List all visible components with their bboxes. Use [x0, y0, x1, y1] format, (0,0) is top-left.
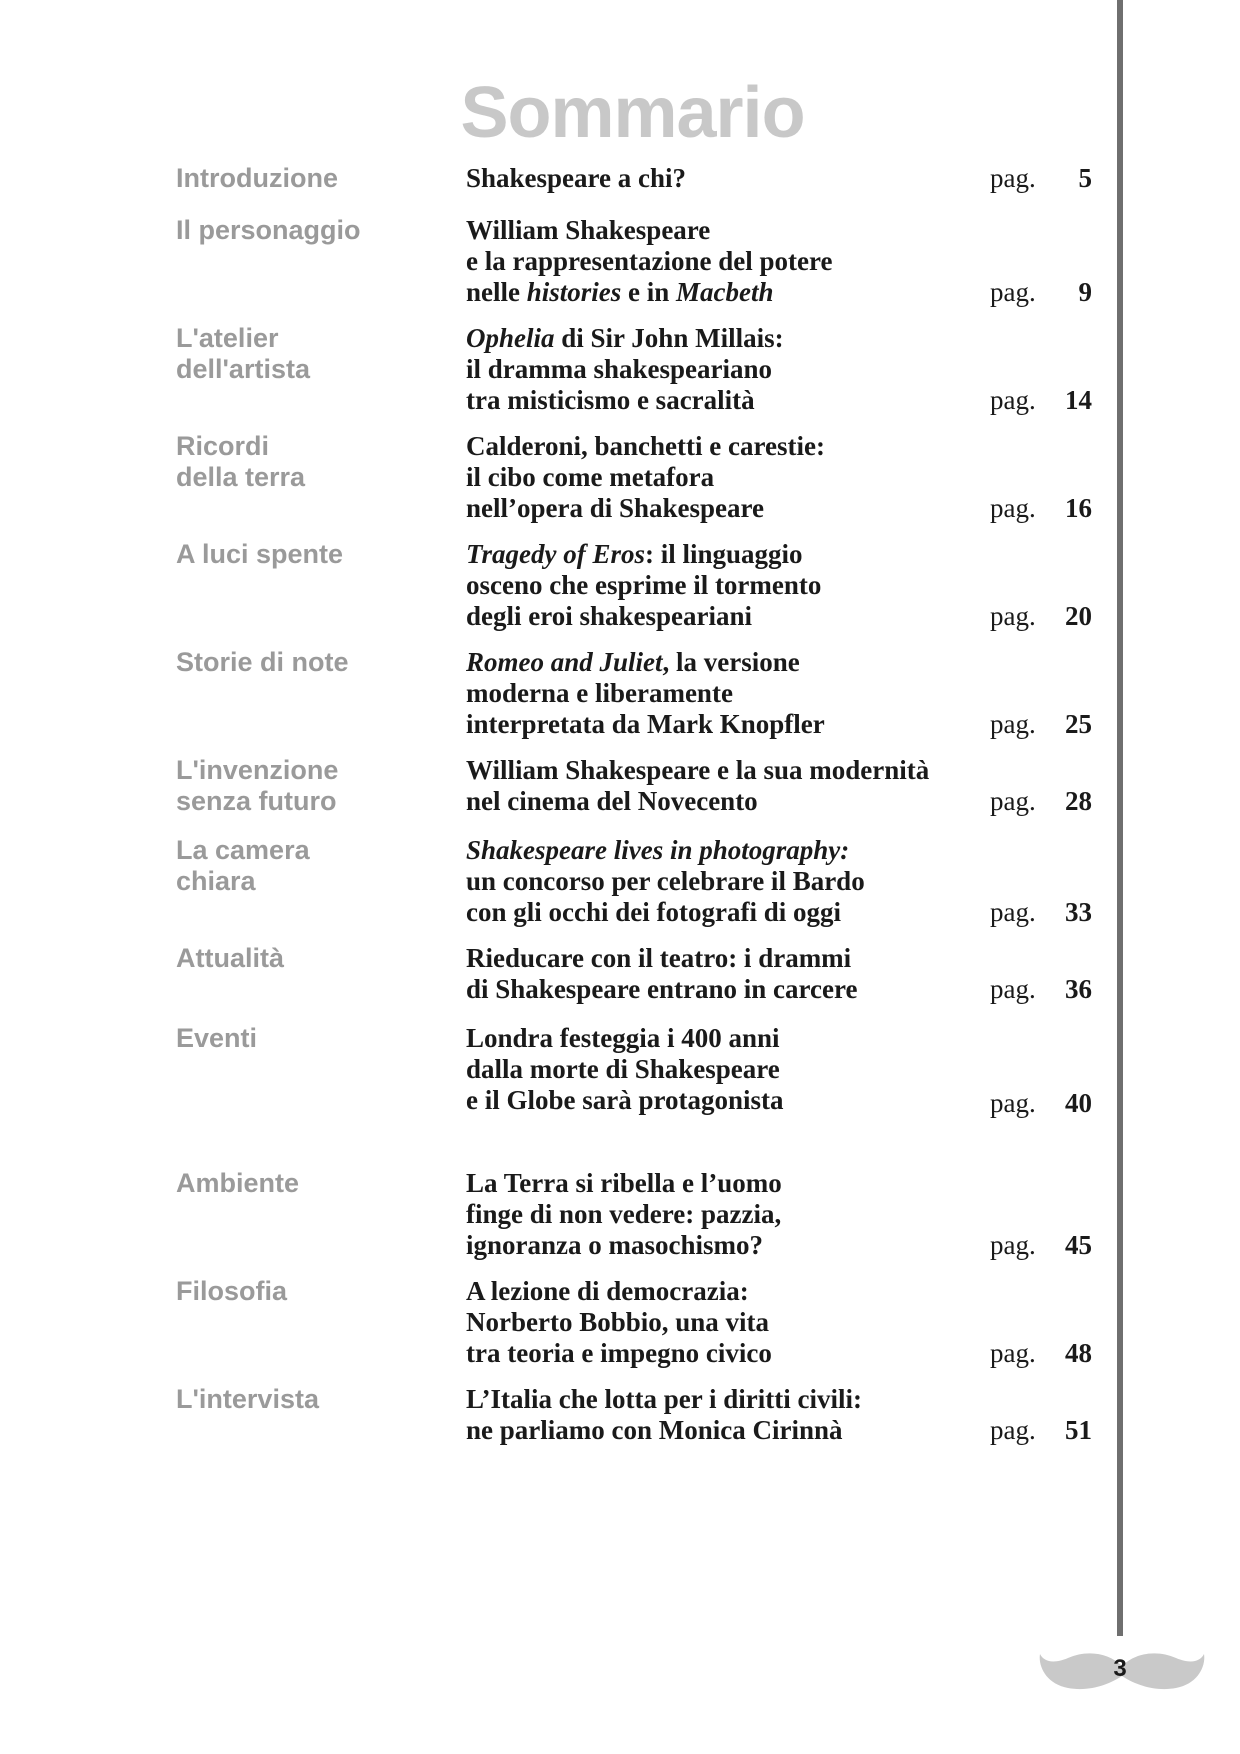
article-title-line [466, 678, 1006, 709]
section-name: La camera chiara [176, 835, 310, 896]
page-label: pag. [990, 974, 1036, 1004]
article-title [466, 1276, 1006, 1369]
article-title-line [466, 1054, 1006, 1085]
title-text: degli eroi shakespeariani [466, 601, 753, 631]
section-name: Filosofia [176, 1276, 288, 1306]
title-text: un concorso per celebrare il Bardo [466, 866, 865, 896]
article-title-line [466, 709, 1006, 740]
article-title-line [466, 1085, 1006, 1116]
section-name: Attualità [176, 943, 284, 973]
article-title-line [466, 385, 1006, 416]
title-text: William Shakespeare [466, 215, 711, 245]
article-title-line [466, 493, 1006, 524]
entry-page-number: 20 [1065, 601, 1092, 631]
section-name: Ambiente [176, 1168, 300, 1198]
article-title [466, 835, 1006, 928]
title-text: nel cinema del Novecento [466, 786, 758, 816]
article-title-line [466, 1307, 1006, 1338]
title-text: ne parliamo con Monica Cirinnà [466, 1415, 843, 1445]
article-title [466, 215, 1006, 308]
title-text: Rieducare con il teatro: i drammi [466, 943, 852, 973]
article-title-line [466, 1199, 1006, 1230]
title-text: interpretata da Mark Knopfler [466, 709, 825, 739]
article-title-line [466, 570, 1006, 601]
article-title-line [466, 866, 1006, 897]
page-label: pag. [990, 1088, 1036, 1118]
page-label: pag. [990, 1230, 1036, 1260]
italic-title-text: Romeo and Juliet [466, 647, 663, 677]
article-title-line [466, 1384, 1006, 1415]
page-label: pag. [990, 277, 1036, 307]
article-title [466, 431, 1006, 524]
toc-entry [0, 943, 1240, 1005]
section-name: L'intervista [176, 1384, 319, 1414]
toc-entry [0, 1384, 1240, 1446]
title-text: Norberto Bobbio, una vita [466, 1307, 770, 1337]
article-title-line [466, 323, 1006, 354]
toc-entry [0, 1168, 1240, 1261]
page-label: pag. [990, 897, 1036, 927]
italic-title-text: Macbeth [676, 277, 774, 307]
title-text: moderna e liberamente [466, 678, 733, 708]
title-text: il dramma shakespeariano [466, 354, 773, 384]
title-text: ignoranza o masochismo? [466, 1230, 763, 1260]
title-text: L’Italia che lotta per i diritti civili: [466, 1384, 862, 1414]
section-name: A luci spente [176, 539, 344, 569]
title-text: Londra festeggia i 400 anni [466, 1023, 780, 1053]
page-title: Sommario [460, 73, 805, 153]
section-name: Ricordi della terra [176, 431, 306, 492]
title-text: dalla morte di Shakespeare [466, 1054, 780, 1084]
section-name: Il personaggio [176, 215, 361, 245]
toc-entry [0, 431, 1240, 524]
italic-title-text: Ophelia [466, 323, 555, 353]
title-text: il cibo come metafora [466, 462, 715, 492]
toc-entry [0, 163, 1240, 194]
title-text: tra misticismo e sacralità [466, 385, 755, 415]
entry-page-number: 28 [1065, 786, 1092, 816]
article-title-line [466, 431, 1006, 462]
article-title-line [466, 1415, 1006, 1446]
article-title-line [466, 974, 1006, 1005]
article-title-line [466, 835, 1006, 866]
title-text: La Terra si ribella e l’uomo [466, 1168, 782, 1198]
article-title [466, 163, 1006, 194]
toc-entry [0, 539, 1240, 632]
article-title [466, 943, 1006, 1005]
entry-page-number: 5 [1078, 163, 1092, 193]
page-number: 3 [1113, 1655, 1127, 1682]
italic-title-text: Shakespeare lives in photography: [466, 835, 850, 865]
article-title-line [466, 354, 1006, 385]
article-title-line [466, 539, 1006, 570]
article-title-line [466, 462, 1006, 493]
toc-entry [0, 215, 1240, 308]
title-text: A lezione di democrazia: [466, 1276, 749, 1306]
toc-entry [0, 755, 1240, 817]
article-title [466, 323, 1006, 416]
title-text: nell’opera di Shakespeare [466, 493, 765, 523]
title-text: con gli occhi dei fotografi di oggi [466, 897, 841, 927]
page-label: pag. [990, 709, 1036, 739]
section-name: Eventi [176, 1023, 258, 1053]
entry-page-number: 14 [1065, 385, 1092, 415]
article-title-line [466, 277, 1006, 308]
page-label: pag. [990, 786, 1036, 816]
article-title-line [466, 1276, 1006, 1307]
entry-page-number: 36 [1065, 974, 1092, 1004]
entry-page-number: 16 [1065, 493, 1092, 523]
article-title-line [466, 163, 1006, 194]
entry-page-number: 40 [1065, 1088, 1092, 1118]
article-title [466, 1023, 1006, 1116]
toc-entry [0, 1276, 1240, 1369]
article-title-line [466, 755, 1006, 786]
entry-page-number: 48 [1065, 1338, 1092, 1368]
article-title-line [466, 943, 1006, 974]
entry-page-number: 33 [1065, 897, 1092, 927]
page-label: pag. [990, 163, 1036, 193]
page-label: pag. [990, 1415, 1036, 1445]
title-text: osceno che esprime il tormento [466, 570, 822, 600]
section-name: L'invenzione senza futuro [176, 755, 339, 816]
page-label: pag. [990, 601, 1036, 631]
entry-page-number: 51 [1065, 1415, 1092, 1445]
toc-entry [0, 835, 1240, 928]
toc-entry [0, 1023, 1240, 1119]
page-label: pag. [990, 493, 1036, 523]
article-title-line [466, 1230, 1006, 1261]
article-title [466, 539, 1006, 632]
article-title-line [466, 647, 1006, 678]
entry-page-number: 45 [1065, 1230, 1092, 1260]
entry-page-number: 25 [1065, 709, 1092, 739]
title-text: di Sir John Millais: [554, 323, 784, 353]
page-label: pag. [990, 1338, 1036, 1368]
article-title-line [466, 601, 1006, 632]
article-title-line [466, 786, 1006, 817]
article-title-line [466, 897, 1006, 928]
toc-entry [0, 323, 1240, 416]
article-title [466, 647, 1006, 740]
title-text: di Shakespeare entrano in carcere [466, 974, 858, 1004]
title-text: e il Globe sarà protagonista [466, 1085, 784, 1115]
title-text: Shakespeare a chi? [466, 163, 687, 193]
article-title-line [466, 1023, 1006, 1054]
italic-title-text: Tragedy of Eros [466, 539, 645, 569]
title-text: : il linguaggio [644, 539, 803, 569]
article-title [466, 1168, 1006, 1261]
article-title [466, 755, 1006, 817]
section-name: L'atelier dell'artista [176, 323, 310, 384]
page-label: pag. [990, 385, 1036, 415]
title-text: e la rappresentazione del potere [466, 246, 833, 276]
article-title-line [466, 1168, 1006, 1199]
italic-title-text: histories [526, 277, 622, 307]
article-title-line [466, 215, 1006, 246]
title-text: nelle [466, 277, 527, 307]
article-title [466, 1384, 1006, 1446]
entry-page-number: 9 [1078, 277, 1092, 307]
title-text: finge di non vedere: pazzia, [466, 1199, 782, 1229]
toc-entry [0, 647, 1240, 740]
title-text: , la versione [662, 647, 800, 677]
title-text: tra teoria e impegno civico [466, 1338, 772, 1368]
section-name: Introduzione [176, 163, 338, 193]
section-name: Storie di note [176, 647, 349, 677]
title-text: e in [621, 277, 677, 307]
article-title-line [466, 246, 1006, 277]
title-text: William Shakespeare e la sua modernità [466, 755, 930, 785]
article-title-line [466, 1338, 1006, 1369]
title-text: Calderoni, banchetti e carestie: [466, 431, 825, 461]
